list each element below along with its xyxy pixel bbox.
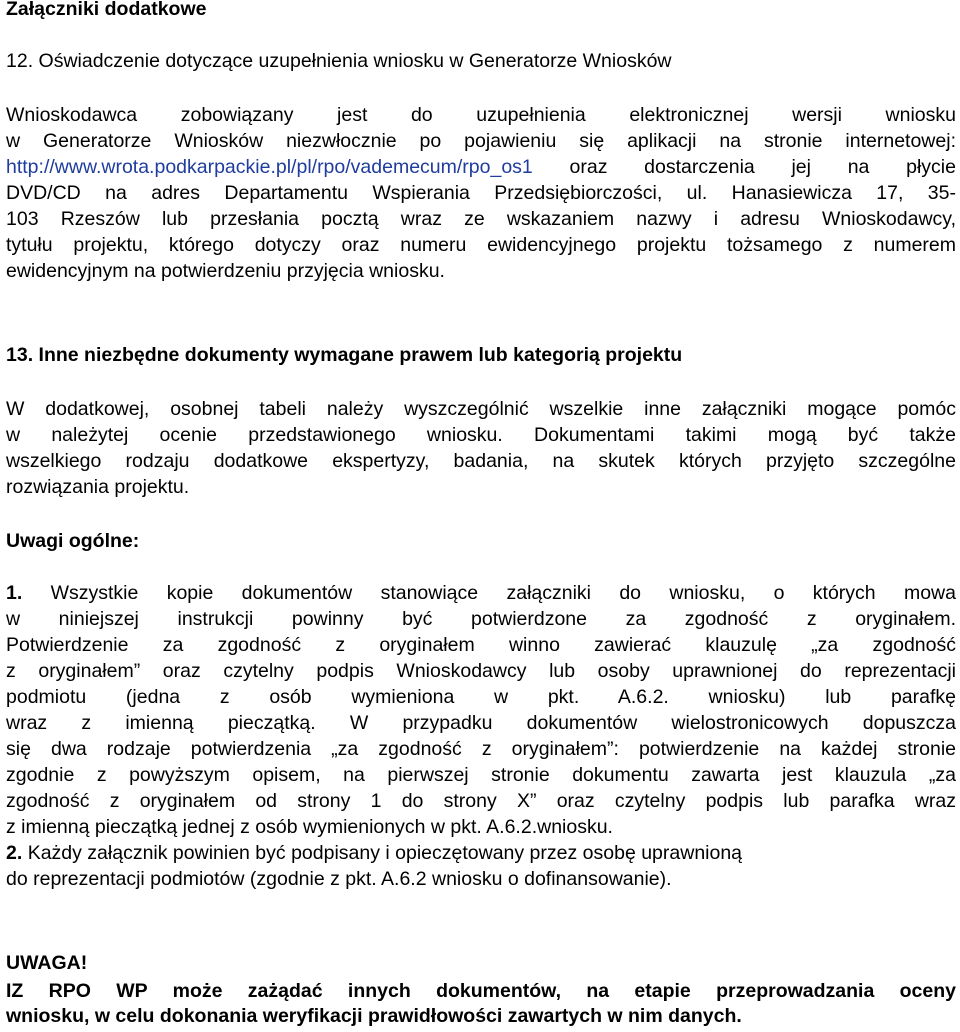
section-12-line-3-text: oraz dostarczenia jej na płycie (569, 156, 956, 178)
general-item-1-line-8: zgodnie z powyższym opisem, na pierwszej stronie dokumentu zawarta jest klauzula „za (6, 764, 956, 786)
general-item-1-line-4: z oryginałem” oraz czytelny podpis Wnioskodawcy lub osoby uprawnionej do reprezentacji (6, 660, 956, 682)
general-item-1-line-7: się dwa rodzaje potwierdzenia „za zgodność z oryginałem”: potwierdzenie na każdej stronie (6, 738, 956, 760)
general-item-2-line-2: do reprezentacji podmiotów (zgodnie z pkt. A.6.2 wniosku o dofinansowanie). (6, 868, 672, 890)
section-12-line-3 (6, 154, 956, 180)
general-item-1-number: 1. (6, 582, 23, 604)
section-12-line-1: Wnioskodawca zobowiązany jest do uzupełnienia elektronicznej wersji wniosku (6, 104, 956, 126)
section-13-heading: 13. Inne niezbędne dokumenty wymagane prawem lub kategorią projektu (6, 344, 683, 366)
section-13-line-2: w należytej ocenie przedstawionego wniosku. Dokumentami takimi mogą być także (6, 424, 956, 446)
general-item-1-line-1 (6, 580, 956, 606)
section-12-line-4: DVD/CD na adres Departamentu Wspierania Przedsiębiorczości, ul. Hanasiewicza 17, 35- (6, 182, 956, 204)
section-12-line-7: ewidencyjnym na potwierdzeniu przyjęcia wniosku. (6, 260, 445, 282)
general-item-1-line-6: wraz z imienną pieczątką. W przypadku dokumentów wielostronicowych dopuszcza (6, 712, 956, 734)
section-12-line-6: tytułu projektu, którego dotyczy oraz numeru ewidencyjnego projektu tożsamego z numerem (6, 234, 956, 256)
warning-line-1: IZ RPO WP może zażądać innych dokumentów, na etapie przeprowadzania oceny (6, 980, 956, 1002)
general-item-2-line-1 (6, 840, 742, 866)
general-item-1-line-3: Potwierdzenie za zgodność z oryginałem winno zawierać klauzulę „za zgodność (6, 634, 956, 656)
general-remarks-heading: Uwagi ogólne: (6, 530, 140, 552)
warning-heading: UWAGA! (6, 952, 88, 974)
general-item-1-line-9: zgodność z oryginałem od strony 1 do strony X” oraz czytelny podpis lub parafka wraz (6, 790, 956, 812)
page-header: Załączniki dodatkowe (6, 0, 207, 20)
general-item-2-number: 2. (6, 842, 23, 864)
section-12-heading: 12. Oświadczenie dotyczące uzupełnienia wniosku w Generatorze Wniosków (6, 50, 672, 72)
general-item-2-line-1-text: Każdy załącznik powinien być podpisany i opieczętowany przez osobę uprawnioną (27, 842, 743, 864)
vademecum-link[interactable]: http://www.wrota.podkarpackie.pl/pl/rpo/vademecum/rpo_os1 (6, 156, 533, 178)
section-12-line-2: w Generatorze Wniosków niezwłocznie po pojawieniu się aplikacji na stronie internetowej: (6, 130, 956, 152)
section-13-line-4: rozwiązania projektu. (6, 476, 190, 498)
section-12-line-5: 103 Rzeszów lub przesłania pocztą wraz ze wskazaniem nazwy i adresu Wnioskodawcy, (6, 208, 956, 230)
section-13-line-1: W dodatkowej, osobnej tabeli należy wyszczególnić wszelkie inne załączniki mogące pomóc (6, 398, 956, 420)
section-13-line-3: wszelkiego rodzaju dodatkowe ekspertyzy, badania, na skutek których przyjęto szczególne (6, 450, 956, 472)
general-item-1-line-1-text: Wszystkie kopie dokumentów stanowiące załączniki do wniosku, o których mowa (50, 582, 956, 604)
warning-line-2: wniosku, w celu dokonania weryfikacji prawidłowości zawartych w nim danych. (6, 1005, 742, 1027)
general-item-1-line-10: z imienną pieczątką jednej z osób wymienionych w pkt. A.6.2.wniosku. (6, 816, 613, 838)
general-item-1-line-2: w niniejszej instrukcji powinny być potwierdzone za zgodność z oryginałem. (6, 608, 956, 630)
general-item-1-line-5: podmiotu (jedna z osób wymieniona w pkt. A.6.2. wniosku) lub parafkę (6, 686, 956, 708)
